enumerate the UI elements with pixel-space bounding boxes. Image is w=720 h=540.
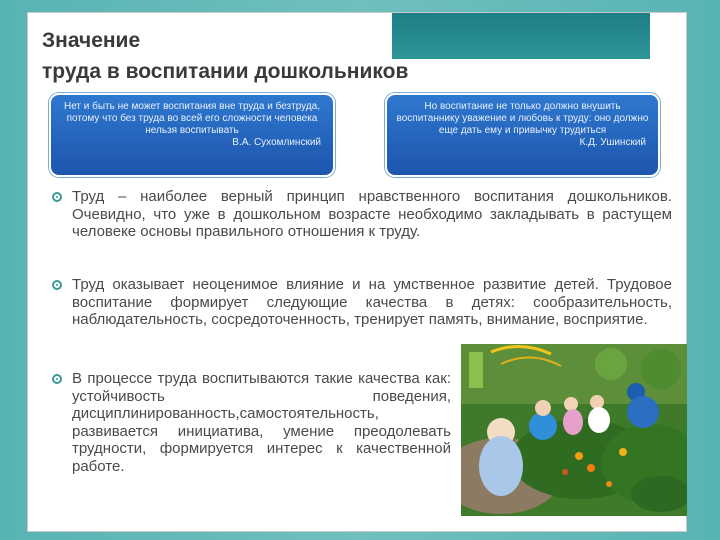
page-title [42, 27, 409, 83]
circle-bullet-icon [52, 280, 62, 290]
circle-bullet-icon [52, 374, 62, 384]
title-line-1: Значение [42, 29, 141, 52]
circle-bullet-icon [52, 192, 62, 202]
quote-text: Но воспитание не только должно внушить воспитаннику уважение и любовь к труду: оно должно еще дать ему и привычку трудиться [396, 101, 649, 136]
quote-box-sukhomlinsky [49, 93, 335, 177]
title-line-2: труда в воспитании дошкольников [42, 60, 409, 83]
quote-text: Нет и быть не может воспитания вне труда и безтруда, потому что без труда во всей его сложности человека нельзя воспитывать [63, 101, 321, 136]
bullet-paragraph-3: В процессе труда воспитываются такие качества как: устойчивость поведения, дисциплинированность,самостоятельность, развивается инициатива, умение преодолевать трудности, формируется интерес к качественной работе. [72, 370, 451, 475]
corner-panel [392, 13, 650, 59]
quote-author: В.А. Сухомлинский [232, 137, 321, 148]
bullet-paragraph-2: Труд оказывает неоценимое влияние и на умственное развитие детей. Трудовое воспитание формирует следующие качества в детях: сообразительность, наблюдательность, сосредоточенность, тренирует память, внимание, восприятие. [72, 276, 672, 328]
bullet-paragraph-1: Труд – наиболее верный принцип нравственного воспитания дошкольников. Очевидно, что уже в дошкольном возрасте необходимо закладывать в растущем человеке основы правильного отношения к труду. [72, 188, 672, 240]
children-gardening-photo [461, 344, 687, 516]
quote-author: К.Д. Ушинский [579, 137, 646, 148]
quote-box-ushinsky [385, 93, 660, 177]
